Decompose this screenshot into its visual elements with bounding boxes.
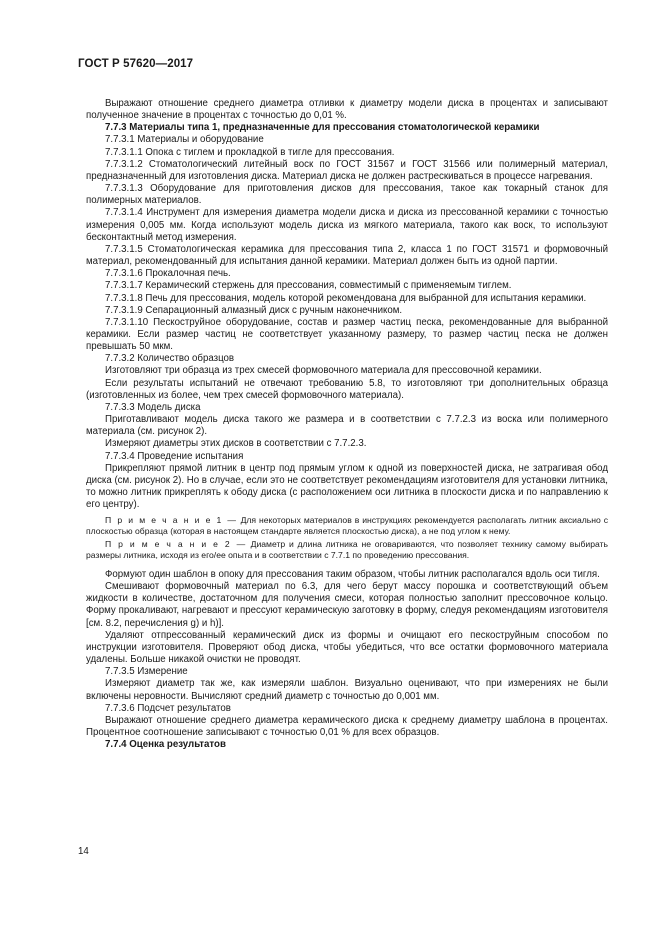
subsection-heading: 7.7.3.6 Подсчет результатов	[105, 702, 231, 714]
list-item: 7.7.3.1.2 Стоматологический литейный воск по ГОСТ 31567 и ГОСТ 31566 или полимерный материал, предназначенный для изготовления диска. Материал диска не должен растрескиваться в процессе нагревания.	[86, 158, 608, 182]
subsection-heading: 7.7.3.1 Материалы и оборудование	[105, 134, 264, 146]
list-item: 7.7.3.1.9 Сепарационный алмазный диск с ручным наконечником.	[105, 304, 403, 316]
list-item: 7.7.3.1.4 Инструмент для измерения диаметра модели диска и диска из прессованной керамики с точностью измерения 0,005 мм. Когда используют модель диска из мягкого материала, такого как воск, то используют бесконтактный метод измерения.	[86, 207, 608, 243]
paragraph: Изготовляют три образца из трех смесей формовочного материала для прессовочной керамики.	[105, 365, 542, 377]
list-item: 7.7.3.1.10 Пескоструйное оборудование, состав и размер частиц песка, рекомендованные для выбранной керамики. Если размер частиц не соответствует указанному размеру, то размер частиц песка не должен превышать 50 мкм.	[86, 316, 608, 353]
note-2	[86, 539, 608, 561]
paragraph: Измеряют диаметр так же, как измеряли шаблон. Визуально оценивают, что при измерениях не были включены неровности. Вычисляют средний диаметр с точностью до 0,001 мм.	[86, 678, 608, 702]
list-item: 7.7.3.1.7 Керамический стержень для прессования, совместимый с применяемым тиглем.	[105, 280, 512, 292]
paragraph: Прикрепляют прямой литник в центр под прямым углом к одной из поверхностей диска, не затрагивая обод диска (см. рисунок 2). Но в случае, если это не соответствует рекомендациям изготовителя для установки литника, то можно литник прикреплять к ободу диска (с расположением оси литника в плоскости диска и по направлению к его центру).	[86, 462, 608, 511]
list-item: 7.7.3.1.3 Оборудование для приготовления дисков для прессования, такое как токарный станок для полимерных материалов.	[86, 183, 608, 207]
note-text: Диаметр и длина литника не оговариваются, что позволяет технику самому выбирать размеры литника, исходя из его/ее опыта и в соответствии с 7.7.1 по проведению прессования.	[86, 539, 609, 561]
standard-header: ГОСТ Р 57620—2017	[78, 58, 194, 70]
paragraph: Удаляют отпрессованный керамический диск из формы и очищают его пескоструйным способом по инструкции изготовителя. Проверяют обод диска, чтобы убедиться, что все остатки формовочного материала удалены. Больше никакой очистки не проводят.	[86, 629, 608, 666]
note-label: П р и м е ч а н и е 2 —	[105, 539, 247, 550]
subsection-heading: 7.7.3.3 Модель диска	[105, 401, 201, 413]
subsection-heading: 7.7.3.2 Количество образцов	[105, 353, 235, 365]
paragraph: Смешивают формовочный материал по 6.3, для чего берут массу порошка и соответствующий объем жидкости в количестве, достаточном для получения смеси, которая полностью заполнит прессовочное кольцо. Форму прокаливают, нагревают и прессуют керамическую заготовку в форму, следуя рекомендациям изготовителя [см. 8.2, перечисления g) и h)].	[86, 581, 608, 629]
note-text: Для некоторых материалов в инструкциях рекомендуется располагать литник аксиально с плоскостью образца (которая в настоящем стандарте является плоскостью диска), а не под углом к нему.	[86, 515, 608, 537]
list-item: 7.7.3.1.1 Опока с тиглем и прокладкой в тигле для прессования.	[105, 146, 395, 158]
list-item: 7.7.3.1.6 Прокалочная печь.	[105, 268, 231, 280]
section-heading-7-7-4: 7.7.4 Оценка результатов	[105, 739, 226, 751]
note-1	[86, 515, 608, 537]
paragraph: Приготавливают модель диска такого же размера и в соответствии с 7.7.2.3 из воска или полимерного материала (см. рисунок 2).	[86, 414, 608, 438]
paragraph: Формуют один шаблон в опоку для прессования таким образом, чтобы литник располагался вдоль оси тигля.	[105, 568, 600, 580]
list-item: 7.7.3.1.5 Стоматологическая керамика для прессования типа 2, класса 1 по ГОСТ 31571 и формовочный материал, рекомендованный для испытания данной керамики. Материал должен быть из одной партии.	[86, 243, 608, 268]
paragraph: Измеряют диаметры этих дисков в соответствии с 7.7.2.3.	[105, 438, 367, 450]
list-item: 7.7.3.1.8 Печь для прессования, модель которой рекомендована для выбранной для испытания керамики.	[105, 292, 587, 304]
paragraph: Выражают отношение среднего диаметра керамического диска к среднему диаметру шаблона в процентах. Процентное соотношение записывают с точностью 0,01 % для всех образцов.	[86, 714, 608, 738]
section-heading-7-7-3: 7.7.3 Материалы типа 1, предназначенные для прессования стоматологической керамики	[105, 122, 540, 134]
note-label: П р и м е ч а н и е 1 —	[105, 515, 238, 526]
subsection-heading: 7.7.3.4 Проведение испытания	[105, 450, 244, 462]
paragraph: Если результаты испытаний не отвечают требованию 5.8, то изготовляют три дополнительных образца (изготовленных из более, чем трех смесей формовочного материала).	[86, 377, 608, 401]
subsection-heading: 7.7.3.5 Измерение	[105, 666, 188, 678]
page-number: 14	[78, 846, 89, 857]
document-body	[86, 98, 608, 751]
paragraph: Выражают отношение среднего диаметра отливки к диаметру модели диска в процентах и записывают полученное значение в процентах с точностью до 0,01 %.	[86, 98, 608, 122]
